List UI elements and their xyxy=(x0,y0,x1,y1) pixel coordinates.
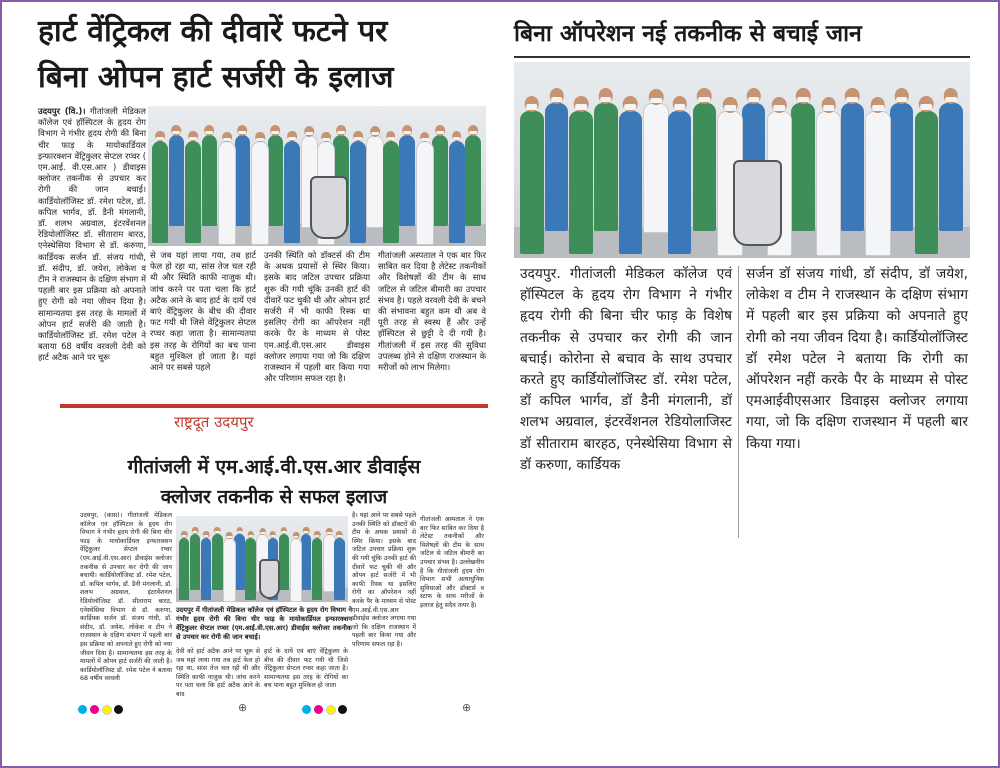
cmyk-cyan-mark-right xyxy=(302,705,311,714)
clip-1-photo-person xyxy=(284,141,300,243)
clip-2-photo-person xyxy=(594,103,617,230)
clip-1-lead-column xyxy=(38,106,146,398)
clip-1-photo-person-mask xyxy=(371,132,379,135)
clip-2-column-rule xyxy=(738,266,739,538)
clip-3-photo-caption: उदयपुर में गीतांजली मेडिकल कॉलेज एवं हॉस्पिटल के हृदय रोग विभाग ने गंभीर हृदय रोगी की बिना चीर फाड़ के मायोकार्डियल इन्फारक्शन वेंट्रिकुलर सेप्टल रप्चर (एम.आई.वी.एस.आर) डीवाईस क्लोजर तकनीक से उपचार कर रोगी की जान बचाई। xyxy=(176,606,352,641)
clip-3 xyxy=(60,404,488,716)
clip-2-photo-person-mask xyxy=(846,97,858,102)
cmyk-black-mark xyxy=(114,705,123,714)
clip-2-photo-person-mask xyxy=(872,105,884,110)
clip-3-column-b: हार्ट के दायें एवं बाएं वेंट्रिकुलर के बीच की दीवार फट गयी थी जिसे वेंट्रिकुलर सेप्टल रप्चर कहा जाता है। सामान्यतया इस तरह के रोगियों का बच पाना बहुत मुश्किल हो जाता xyxy=(264,648,348,690)
clip-1-photo-person xyxy=(399,135,415,226)
clip-2-photo-person-mask xyxy=(945,97,957,102)
clip-2-photo-person xyxy=(939,103,962,230)
clip-2-photo-person xyxy=(619,111,642,254)
clip-3-top-column-a: है। यहां आने पर सबसे पहले उनकी स्थिति को डॉक्टरों की टीम के अथक प्रयासों से स्थिर किया। इसके बाद जटिल उपचार प्रक्रिया शुरू की गयी चूंकि उनकी हार्ट की दीवारें फट चुकी थी और ओपन हार्ट सर्जरी में भी काफी रिस्क था इसलिए रोगी का ऑपरेशन नहीं करके पैर के माध्यम से पोस्ट एम.आई.वी.एस.आर डीवाईस क्लोजर लगाया गया जो कि दक्षिण राजस्थान में पहली बार किया गया और परिणाम सफल रहा है। xyxy=(352,512,416,648)
clip-3-headline-line-2: क्लोजर तकनीक से सफल इलाज xyxy=(160,486,388,508)
clip-1-photo-person xyxy=(202,135,218,226)
clip-3-photo-person xyxy=(201,538,212,601)
clip-2-photo-person-mask xyxy=(625,104,637,109)
clip-2-photo-person-mask xyxy=(748,97,760,102)
clip-3-top-column-b: गीतांजली अस्पताल ने एक बार फिर साबित कर दिया है लेटेस्ट तकनीकों और विशेषज्ञों की टीम के साथ जटिल से जटिल बीमारी का उपचार संभव है। उल्लेखनीय है कि गीतांजली हृदय रोग विभाग सभी अत्याधुनिक सुविधाओं और डॉक्टर्स व स्टाफ के साथ मरीजों के इलाज हेतु सदैव तत्पर है। xyxy=(420,516,484,609)
clip-1-dateline: उदयपुर (वि.)। xyxy=(38,106,86,116)
clip-1-photo-person xyxy=(251,141,269,245)
clip-2-photo-person xyxy=(791,103,814,230)
cmyk-yellow-mark-right xyxy=(326,705,336,715)
clip-1-photo-person xyxy=(235,135,251,226)
clip-1-column-c: गीतांजली अस्पताल ने एक बार फिर साबित कर दिया है लेटेस्ट तकनीकों और विशेषज्ञों की टीम के साथ जटिल से जटिल बीमारी का उपचार संभव है। पहले वरवली देवी के बचने की संभावना बहुत कम थी अब वे पूरी तरह से स्वस्थ हैं और उन्हें हॉस्पिटल से छुट्टी दे दी गयी है। गीतांजली में इस तरह की सुविधा उपलब्ध होने से दक्षिण राजस्थान के मरीजों को लाभ मिलेगा। xyxy=(378,250,486,373)
clip-1-photo-person-mask xyxy=(256,138,264,141)
clip-1-photo-person xyxy=(268,135,284,226)
clip-1-photo-person-mask xyxy=(322,138,330,141)
clip-1-headline-line-2: बिना ओपन हार्ट सर्जरी के इलाज xyxy=(38,60,394,95)
clip-1-photo-person-mask xyxy=(288,137,296,140)
clip-3-photo-person xyxy=(190,534,201,590)
clip-2 xyxy=(510,12,974,546)
cmyk-magenta-mark xyxy=(90,705,99,714)
clip-2-photo-person xyxy=(643,103,668,232)
clip-2-photo-person-mask xyxy=(600,97,612,102)
clip-2-photo-person-mask xyxy=(699,97,711,102)
clip-1-photo-person xyxy=(185,141,201,243)
clip-2-photo-person xyxy=(865,111,890,256)
clip-1-photo-person xyxy=(432,135,448,226)
clip-2-photo-person-mask xyxy=(674,104,686,109)
clip-1 xyxy=(30,8,492,404)
clip-2-photo-person-mask xyxy=(823,105,835,110)
clip-3-column-a: देवी को हार्ट अटैक आने पर चूरू से जब यहां लाया गया तब हार्ट फेल हो रहा था, सांस तेज चल रही थी और स्थिति काफी नाजुक थी। जांच करने पर पता चला कि हार्ट अटैक आने के बाद xyxy=(176,648,260,698)
cmyk-black-mark-right xyxy=(338,705,347,714)
clip-1-photo-person-mask xyxy=(305,132,313,135)
clip-3-photo-person xyxy=(179,538,190,601)
clip-2-photo-person-mask xyxy=(526,104,538,109)
clip-2-photo-person-mask xyxy=(551,97,563,102)
clip-1-photo-person xyxy=(416,141,434,245)
clip-1-column-a: से जब यहां लाया गया, तब हार्ट फेल हो रहा था, सांस तेज चल रही थी और स्थिति काफी नाजुक थी। जांच करने पर पता चला कि हार्ट अटैक आने के बाद हार्ट के दायें एवं बाएं वेंट्रिकुलर के बीच की दीवार फट गयी थी जिसे वेंट्रिकुलर सेप्टल रप्चर कहा जाता है। सामान्यतया इस तरह के रोगियों का बच पाना बहुत मुश्किल हो जाता है। यहां आने पर सबसे पहले xyxy=(150,250,256,373)
clip-1-photo-person-mask xyxy=(206,131,214,134)
clip-2-photo-wheelchair-patient xyxy=(733,160,783,246)
clip-1-photo-person xyxy=(350,141,366,243)
clip-1-photo-person-mask xyxy=(421,138,429,141)
crosshair-mark-right: ⊕ xyxy=(462,701,472,714)
clip-3-photo-wheelchair-patient xyxy=(259,559,280,599)
clip-1-photo-person xyxy=(383,141,399,243)
clip-1-photo-person-mask xyxy=(469,131,477,134)
clip-3-photo-person xyxy=(312,538,323,601)
clip-2-photo-person xyxy=(520,111,543,254)
clip-3-masthead-band xyxy=(60,404,488,408)
clip-1-photo xyxy=(148,106,486,246)
clip-2-photo-person-mask xyxy=(774,105,786,110)
clip-2-photo-person-mask xyxy=(650,98,662,103)
clip-3-headline-line-1: गीतांजली में एम.आई.वी.एस.आर डीवाईस xyxy=(127,456,421,478)
clip-3-photo-person xyxy=(301,534,312,590)
clip-3-photo-person xyxy=(334,538,345,601)
clip-1-photo-person xyxy=(218,141,236,245)
clip-2-photo-person-mask xyxy=(575,104,587,109)
clip-1-photo-wheelchair-patient xyxy=(310,176,348,239)
clip-2-right-column: सर्जन डॉ संजय गांधी, डॉ संदीप, डॉ जयेश, लोकेश व टीम ने राजस्थान के दक्षिण संभाग में पहली बार इस प्रक्रिया को अपनाते हुए रोगी को नया जीवन दिया है। कार्डियोलॉजिस्ट डॉ रमेश पटेल ने बताया कि रोगी का ऑपरेशन नहीं करके पैर के माध्यम से पोस्ट एमआईवीएसआर डिवाइस क्लोजर लगाया गया, जो कि दक्षिण राजस्थान में पहली बार किया गया। xyxy=(746,266,968,452)
clip-2-photo xyxy=(514,62,970,258)
clip-1-photo-person-mask xyxy=(271,131,279,134)
clip-1-photo-person-mask xyxy=(387,137,395,140)
clip-1-photo-person-mask xyxy=(337,131,345,134)
clip-1-photo-person-mask xyxy=(354,137,362,140)
clip-1-photo-person xyxy=(449,141,465,243)
clip-3-masthead: राष्ट्रदूत उदयपुर xyxy=(174,413,254,431)
clip-1-headline-line-1: हार्ट वेंट्रिकल की दीवारें फटने पर xyxy=(38,14,388,49)
clip-1-photo-person-mask xyxy=(238,131,246,134)
clip-2-photo-person xyxy=(569,111,592,254)
cmyk-magenta-mark-right xyxy=(314,705,323,714)
clip-3-photo-person xyxy=(223,538,236,603)
clip-3-photo-person xyxy=(234,534,245,590)
clip-2-photo-person-mask xyxy=(920,104,932,109)
clip-1-photo-person xyxy=(169,135,185,226)
clip-1-photo-person-mask xyxy=(189,137,197,140)
cmyk-yellow-mark xyxy=(102,705,112,715)
clip-1-photo-person-mask xyxy=(403,131,411,134)
clip-3-photo xyxy=(176,516,348,602)
clip-2-photo-person-mask xyxy=(896,97,908,102)
clip-3-photo-person xyxy=(290,538,303,603)
clip-2-headline-rule xyxy=(514,56,970,58)
clip-1-photo-person xyxy=(152,141,168,243)
clip-1-photo-person-mask xyxy=(173,131,181,134)
cmyk-cyan-mark xyxy=(78,705,87,714)
clip-2-left-column: उदयपुर. गीतांजली मेडिकल कॉलेज एवं हॉस्पिटल के हृदय रोग विभाग ने गंभीर हृदय रोगी की बिना चीर फाड़ के विशेष तकनीक से उपचार कर रोगी की जान बचाई। कोरोना से बचाव के साथ उपचार करते हुए कार्डियोलॉजिस्ट डॉ. रमेश पटेल, डॉ कपिल भार्गव, डॉ डैनी मंगलानी, डॉ शलभ अग्रवाल, इंटरवेंशनल रेडियोलाजिस्ट डॉ सीताराम बारहठ, एनेस्थेसिया विभाग से डॉ करुणा, कार्डियक xyxy=(520,266,732,473)
clip-3-photo-person xyxy=(279,534,290,590)
clip-2-photo-person xyxy=(693,103,716,230)
clip-2-photo-person-mask xyxy=(724,105,736,110)
clip-1-photo-person xyxy=(465,135,481,226)
clip-1-photo-person-mask xyxy=(223,138,231,141)
clip-2-photo-person xyxy=(841,103,864,230)
clip-1-lead-text: गीतांजली मेडिकल कॉलेज एवं हॉस्पिटल के हृदय रोग विभाग ने गंभीर हृदय रोगी की बिना चीर फाड़ के मायोकार्डियल इन्फारक्शन वेंट्रिकुलर सेप्टल रप्चर ( एम.आई. वी.एस.आर ) डीवाइस क्लोजर तकनीक से उपचार कर रोगी की जान बचाई। कार्डियोलॉजिस्ट डॉ. रमेश पटेल, डॉ. कपिल भार्गव, डॉ. डैनी मंगलानी, डॉ. शलभ अग्रवाल, इंटरवेंशनल रेडियोलॉजिस्ट डॉ. सीताराम बारठ, एनेस्थेसिया विभाग से डॉ. करुणा, कार्डियक सर्जन डॉ. संजय गांधी, डॉ. संदीप, डॉ. जयेश, लोकेश व टीम ने राजस्थान के दक्षिण संभाग में पहली बार इस प्रक्रिया को अपनाते हुए रोगी को नया जीवन दिया है। सामान्यतया इस तरह के मामलों में ओपन हार्ट सर्जरी की जाती है। कार्डियोलॉजिस्ट डॉ. रमेश पटेल ने बताया 68 वर्षीय वरवली देवी को हार्ट अटैक आने पर चूरू xyxy=(38,106,146,363)
clip-2-photo-person xyxy=(668,111,691,254)
clip-3-photo-person xyxy=(245,538,256,601)
clip-1-photo-person xyxy=(366,135,384,228)
clip-1-column-b: उनकी स्थिति को डॉक्टर्स की टीम के अथक प्रयासों से स्थिर किया। इसके बाद जटिल उपचार प्रक्रिया शुरू की गयी चूंकि उनकी हार्ट की दीवारें फट चुकी थी और ओपन हार्ट सर्जरी में भी काफी रिस्क था इसलिए रोगी का ऑपरेशन नहीं करके पैर के माध्यम से पोस्ट एम.आई.वी.एस.आर डीवाइस क्लोजर लगाया गया जो कि दक्षिण राजस्थान में पहली बार किया गया और परिणाम सफल रहा है। xyxy=(264,250,370,384)
clip-2-photo-person-mask xyxy=(797,97,809,102)
clip-2-photo-person xyxy=(545,103,568,230)
clip-2-photo-person xyxy=(890,103,913,230)
clip-2-photo-person xyxy=(915,111,938,254)
clip-2-headline: बिना ऑपरेशन नई तकनीक से बचाई जान xyxy=(514,21,862,47)
crosshair-mark-left: ⊕ xyxy=(238,701,248,714)
clip-1-photo-person-mask xyxy=(453,137,461,140)
clip-3-lead-column: उदयपुर, (कास)। गीतांजली मेडिकल कॉलेज एवं हॉस्पिटल के हृदय रोग विभाग ने गंभीर हृदय रोगी की बिना चीर फाड़ के मायोकार्डियल इन्फारक्शन वेंट्रिकुलर सेप्टल रप्चर (एम.आई.वी.एस.आर) डीवाईस क्लोजर तकनीक से उपचार कर रोगी की जान बचायी। कार्डियोलॉजिस्ट डॉ. रमेश पटेल, डॉ. कपिल भार्गव, डॉ. डैनी मंगलानी, डॉ. शलभ अग्रवाल, इंटरवेंशनल रेडियोलॉजिस्ट डॉ. सीताराम बारठ, एनेस्थेसिया विभाग से डॉ. करुणा, कार्डियक सर्जन डॉ. संजय गांधी, डॉ. संदीप, डॉ. जयेश, लोकेश व टीम ने राजस्थान के दक्षिण संभाग में पहली बार इस प्रक्रिया को अपनाते हुए रोगी को नया जीवन दिया है। सामान्यतया इस तरह के मामलों में ओपन हार्ट सर्जरी की जाती है। कार्डियोलॉजिस्ट डॉ. रमेश पटेल ने बताया 68 वर्षीय वरवली xyxy=(80,512,172,683)
clip-2-photo-person xyxy=(816,111,841,256)
clip-1-photo-person-mask xyxy=(156,137,164,140)
clip-3-photo-person xyxy=(212,534,223,590)
clip-1-photo-person-mask xyxy=(436,131,444,134)
